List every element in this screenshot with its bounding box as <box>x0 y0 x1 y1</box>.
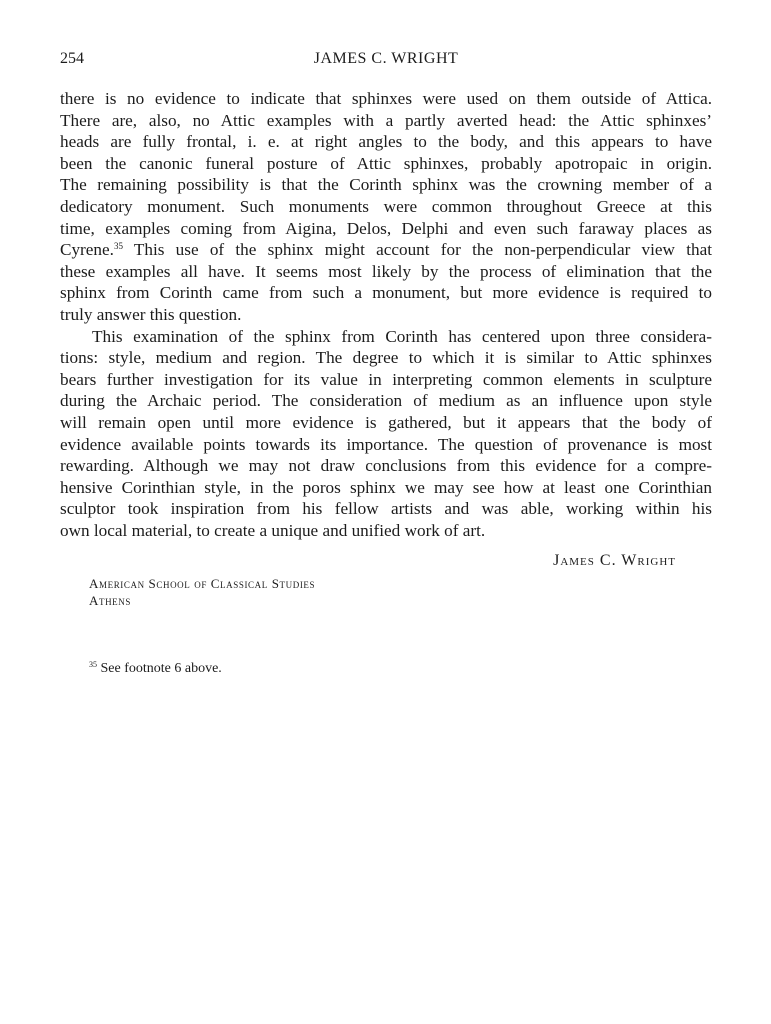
text-line: own local material, to create a unique and unified work of art. <box>60 520 486 540</box>
text-line: time, examples coming from Aigina, Delos, Delphi and even such faraway places as <box>60 218 712 238</box>
footnote <box>89 661 222 677</box>
text-line: bears further investigation for its value in interpreting common elements in sculpture <box>60 369 712 389</box>
text-line: during the Archaic period. The consideration of medium as an influence upon style <box>60 391 712 411</box>
text-line: these examples all have. It seems most likely by the process of elimination that the <box>60 261 712 281</box>
page <box>60 0 712 1024</box>
text-line-with-footnote-ref <box>60 239 712 261</box>
text-line: There are, also, no Attic examples with a partly averted head: the Attic sphinxes’ <box>60 110 712 130</box>
affiliation-institution: American School of Classical Studies <box>89 576 316 591</box>
text-fragment: Cyrene. <box>60 240 114 260</box>
footnote-reference[interactable]: 35 <box>113 241 123 252</box>
text-line: hensive Corinthian style, in the poros sphinx we may see how at least one Corinthian <box>60 477 712 497</box>
text-line: sculptor took inspiration from his fellow artists and was able, working within his <box>60 499 712 519</box>
text-line: truly answer this question. <box>60 304 242 324</box>
author-signature: James C. Wright <box>553 552 676 569</box>
text-line: tions: style, medium and region. The degree to which it is similar to Attic sphinxes <box>60 348 712 368</box>
text-line: dedicatory monument. Such monuments were common throughout Greece at this <box>60 196 712 216</box>
running-title: JAMES C. WRIGHT <box>313 50 459 67</box>
footnote-text: See footnote 6 above. <box>97 661 222 676</box>
text-line: This examination of the sphinx from Corinth has centered upon three considera- <box>92 326 712 346</box>
affiliation-city: Athens <box>89 593 131 608</box>
text-line: evidence available points towards its importance. The question of provenance is most <box>60 434 712 454</box>
text-line: The remaining possibility is that the Corinth sphinx was the crowning member of a <box>60 175 712 195</box>
text-line: been the canonic funeral posture of Attic sphinxes, probably apotropaic in origin. <box>60 153 712 173</box>
text-line: will remain open until more evidence is gathered, but it appears that the body of <box>60 412 712 432</box>
running-head <box>60 50 712 70</box>
body-text <box>60 88 712 541</box>
page-number: 254 <box>60 50 84 67</box>
text-line: heads are fully frontal, i. e. at right angles to the body, and this appears to have <box>60 132 712 152</box>
text-line: sphinx from Corinth came from such a monument, but more evidence is required to <box>60 283 712 303</box>
text-fragment: This use of the sphinx might account for the non-perpendicular view that <box>122 240 712 260</box>
author-affiliation <box>89 575 315 609</box>
text-line: there is no evidence to indicate that sphinxes were used on them outside of Attica. <box>60 89 712 108</box>
footnote-number: 35 <box>89 660 97 669</box>
text-line: rewarding. Although we may not draw conclusions from this evidence for a compre- <box>60 456 712 476</box>
